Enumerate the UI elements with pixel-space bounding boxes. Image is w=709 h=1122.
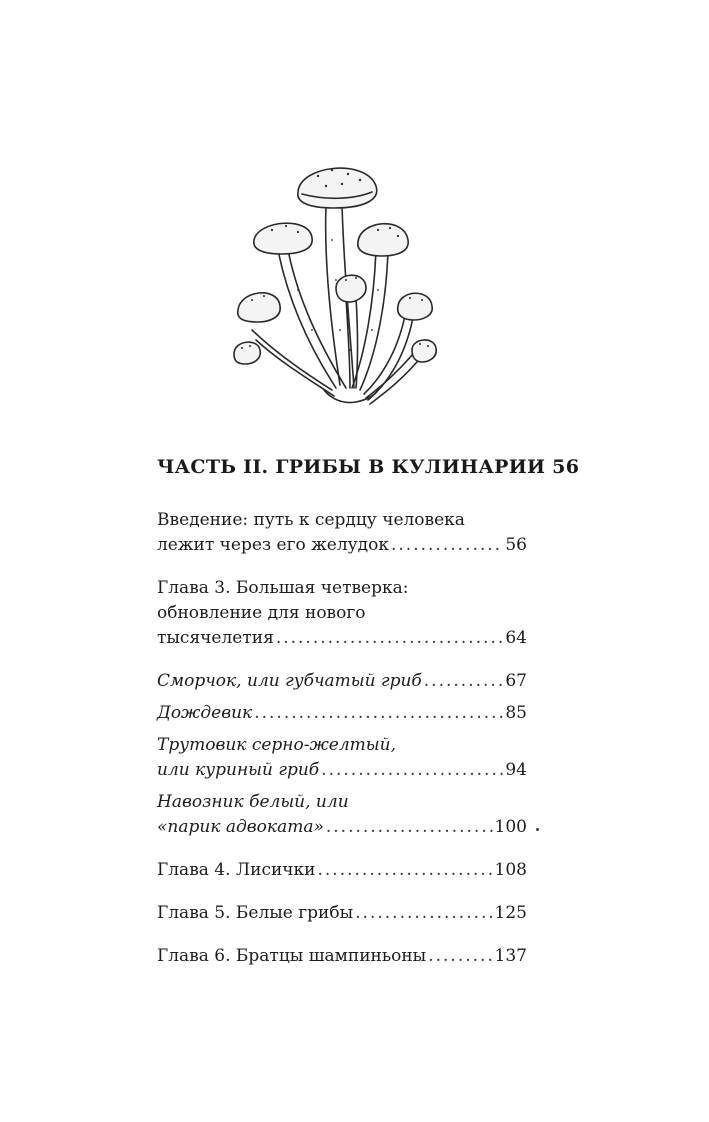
- toc-entry-title-line: Навозник белый, или: [157, 792, 349, 812]
- dot-leader: [391, 533, 503, 558]
- toc-entry-chapter-3[interactable]: [157, 576, 527, 651]
- dot-leader: [276, 626, 504, 651]
- dot-leader: [321, 758, 503, 783]
- dot-leader: [424, 669, 504, 694]
- toc-entry-title-line: обновление для нового: [157, 603, 366, 623]
- toc-entry-title-line: тысячелетия: [157, 628, 274, 648]
- toc-entry-page: 100: [494, 817, 527, 837]
- toc-entry-chapter-6[interactable]: [157, 944, 527, 969]
- toc-entry-page: 137: [494, 946, 527, 966]
- toc-entry-introduction[interactable]: [157, 508, 527, 558]
- toc-entry-sulphur-shelf[interactable]: [157, 733, 527, 783]
- toc-entry-title-line: или куриный гриб: [157, 760, 320, 780]
- toc-entry-title-line: «парик адвоката»: [157, 817, 324, 837]
- part-heading: ЧАСТЬ II. ГРИБЫ В КУЛИНАРИИ 56: [157, 456, 580, 478]
- dot-leader: [355, 901, 492, 926]
- toc-entry-page: 85: [505, 703, 527, 723]
- toc-entry-puffball[interactable]: [157, 701, 527, 726]
- toc-entry-title-line: Глава 4. Лисички: [157, 860, 316, 880]
- toc-entry-page: 67: [505, 671, 527, 691]
- toc-entry-page: 64: [505, 628, 527, 648]
- toc-entry-page: 125: [494, 903, 527, 923]
- toc-entry-morel[interactable]: [157, 669, 527, 694]
- toc-entry-page: 108: [494, 860, 527, 880]
- dot-leader: [254, 701, 503, 726]
- mushroom-cluster-icon: [228, 150, 458, 410]
- stray-dot: [536, 828, 539, 831]
- toc-entry-title-line: Дождевик: [157, 703, 253, 723]
- dot-leader: [428, 944, 492, 969]
- toc-entry-title-line: лежит через его желудок: [157, 535, 389, 555]
- dot-leader: [318, 858, 493, 883]
- toc-entry-title-line: Сморчок, или губчатый гриб: [157, 671, 422, 691]
- toc-entry-shaggy-mane[interactable]: [157, 790, 527, 840]
- toc-entry-title-line: Введение: путь к сердцу человека: [157, 510, 465, 530]
- toc-entry-title-line: Глава 3. Большая четверка:: [157, 578, 409, 598]
- table-of-contents: [157, 508, 527, 987]
- toc-entry-title-line: Трутовик серно-желтый,: [157, 735, 397, 755]
- toc-entry-chapter-5[interactable]: [157, 901, 527, 926]
- dot-leader: [326, 815, 493, 840]
- toc-entry-chapter-4[interactable]: [157, 858, 527, 883]
- toc-entry-page: 94: [505, 760, 527, 780]
- toc-entry-page: 56: [505, 535, 527, 555]
- toc-entry-title-line: Глава 5. Белые грибы: [157, 903, 354, 923]
- toc-entry-title-line: Глава 6. Братцы шампиньоны: [157, 946, 427, 966]
